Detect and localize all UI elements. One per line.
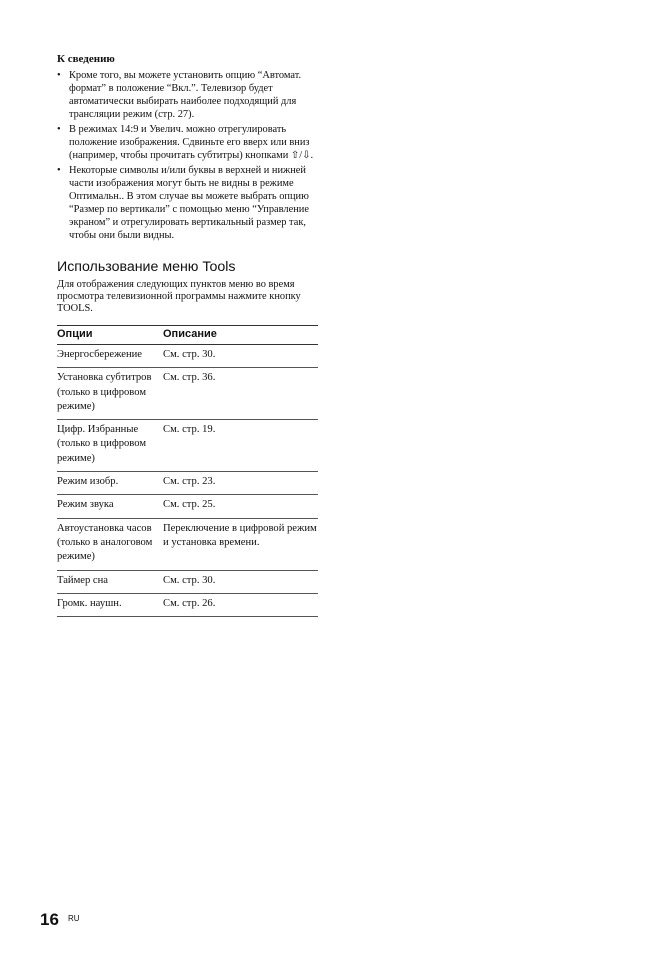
note-list (57, 69, 319, 242)
page-content (57, 52, 319, 617)
note-heading: К сведению (57, 53, 115, 65)
section-intro: Для отображения следующих пунктов меню во время просмотра телевизионной программы нажмите кнопку TOOLS. (57, 279, 301, 314)
option-cell: Автоустановка часов (только в аналоговом режиме) (57, 518, 163, 570)
arrow-up-icon: ⇧ (290, 150, 300, 161)
note-text: В режимах 14:9 и Увелич. можно отрегулировать положение изображения. Сдвиньте его вверх или вниз (например, чтобы прочитать субтитры) кнопками (69, 124, 310, 161)
table-row (57, 495, 318, 518)
option-cell: Режим звука (57, 495, 163, 518)
arrow-separator: / (299, 150, 303, 161)
note-text: Некоторые символы и/или буквы в верхней и нижней части изображения могут быть не видны в режиме Оптимальн.. В этом случае вы можете выбрать опцию “Размер по вертикали” с помощью меню “Управление экраном” и отрегулировать вертикальный размер так, чтобы они были видны. (69, 165, 309, 241)
option-cell: Цифр. Избранные (только в цифровом режиме) (57, 420, 163, 472)
option-cell: Громк. наушн. (57, 593, 163, 616)
table-row (57, 345, 318, 368)
note-text: Кроме того, вы можете установить опцию “Автомат. формат” в положение “Вкл.”. Телевизор будет автоматически выбирать наиболее подходящий для трансляции режим (стр. 27). (69, 70, 302, 120)
option-cell: Энергосбережение (57, 345, 163, 368)
page-language: RU (68, 914, 80, 923)
option-cell: Установка субтитров (только в цифровом режиме) (57, 368, 163, 420)
table-row (57, 518, 318, 570)
table-row (57, 570, 318, 593)
table-row (57, 593, 318, 616)
description-cell: См. стр. 25. (163, 495, 318, 518)
note-item (57, 164, 319, 242)
arrow-down-icon: ⇩ (302, 150, 311, 161)
description-cell: См. стр. 23. (163, 472, 318, 495)
option-cell: Режим изобр. (57, 472, 163, 495)
bullet-icon: • (57, 70, 61, 81)
description-cell: Переключение в цифровой режим и установка времени. (163, 518, 318, 570)
arrow-end: . (310, 150, 314, 161)
description-cell: См. стр. 30. (163, 570, 318, 593)
description-cell: См. стр. 36. (163, 368, 318, 420)
bullet-icon: • (57, 124, 61, 135)
column-header-description: Описание (163, 326, 318, 345)
tools-table (57, 325, 318, 617)
option-cell: Таймер сна (57, 570, 163, 593)
description-cell: См. стр. 30. (163, 345, 318, 368)
description-cell: См. стр. 19. (163, 420, 318, 472)
table-header-row (57, 326, 318, 345)
table-row (57, 368, 318, 420)
table-row (57, 472, 318, 495)
table-row (57, 420, 318, 472)
note-item (57, 69, 319, 121)
page-number: 16 (40, 910, 59, 929)
section-title: Использование меню Tools (57, 259, 236, 275)
description-cell: См. стр. 26. (163, 593, 318, 616)
bullet-icon: • (57, 165, 61, 176)
column-header-options: Опции (57, 326, 163, 345)
note-item (57, 123, 319, 162)
